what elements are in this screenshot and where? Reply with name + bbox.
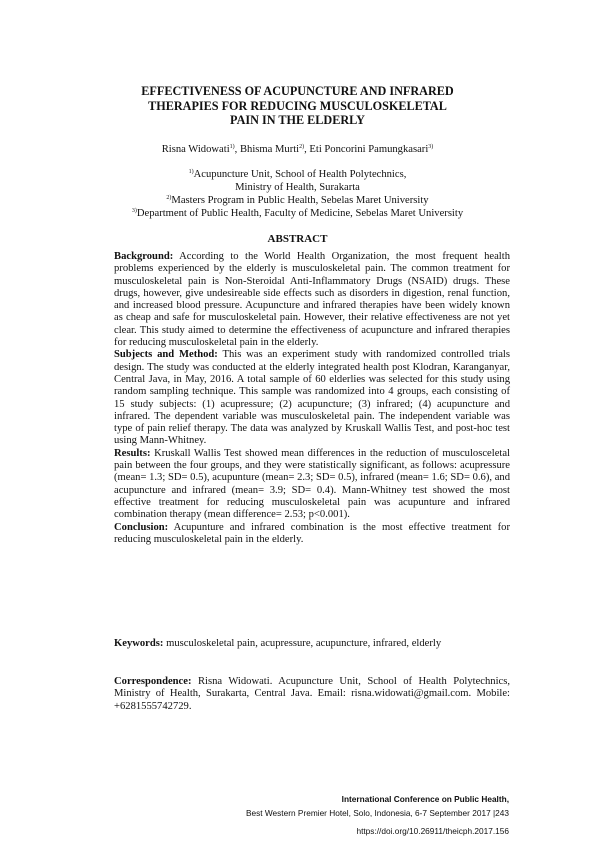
keywords-label: Keywords: <box>114 638 164 649</box>
footer-doi: https://doi.org/10.26911/theicph.2017.156 <box>356 826 509 836</box>
section-label: Conclusion: <box>114 521 169 533</box>
author-name: Eti Poncorini Pamungkasari <box>309 144 429 155</box>
correspondence-text: Risna Widowati. Acupuncture Unit, School of Health Polytechnics, Ministry of Health, Surakarta, Central Java. Email: risna.widowati@gmail.com. Mobile: +6281555742729. <box>114 676 510 712</box>
author-list <box>0 143 595 156</box>
section-text: According to the World Health Organization, the most frequent health problems experienced by the elderly is musculoskeletal pain. The common treatment for musculoskeletal pain is Non-Steroidal Anti-Inflammatory Drugs (NSAID) drugs. These drugs, however, give undesireable side effects such as disorders in digestion, renal function, and increased blood pressure. Acupuncture and infrared therapies have been widely known as cheap and safe for musculoskeletal pain. However, their relative effectiveness are not yet clear. This study aimed to determine the effectiveness of acupuncture and infrared therapies for reducing musculoskeletal pain in the elderly. <box>114 251 510 349</box>
affiliation-mark: 2) <box>166 195 172 201</box>
author-name: Risna Widowati <box>161 144 230 155</box>
affiliation-mark: 1) <box>188 169 194 175</box>
section-text: This was an experiment study with randomized controlled trials design. The study was conducted at the elderly integrated health post Klodran, Karanganyar, Central Java, in May, 2016. A total sample of 60 elderlies was selected for this study using random sampling technique. This sample was randomized into 4 groups, each consisting of 15 study subjects: (1) acupressure; (2) acupuncture; (3) infrared; (4) acupuncture and infrared. The dependent variable was musculoskeletal pain. The independent variable was type of pain relief therapy. The data was analyzed by Kruskall Wallis Test, and post-hoc test using Mann-Whitney. <box>114 349 510 447</box>
keywords <box>114 638 510 650</box>
section-label: Background: <box>114 251 174 262</box>
author-affiliation-mark: 1) <box>229 144 235 150</box>
abstract-body <box>114 251 510 546</box>
abstract-heading: ABSTRACT <box>267 233 328 245</box>
author-name: Bhisma Murti <box>239 144 300 155</box>
correspondence-label: Correspondence: <box>114 676 192 687</box>
affiliation-1-cont <box>0 181 595 194</box>
title-line: PAIN IN THE ELDERLY <box>230 113 365 128</box>
abstract-background <box>114 251 510 349</box>
title-line: THERAPIES FOR REDUCING MUSCULOSKELETAL <box>148 98 447 113</box>
paper-title <box>0 84 595 128</box>
correspondence <box>114 676 510 713</box>
affiliation-text: Ministry of Health, Surakarta <box>235 182 360 193</box>
affiliation-text: Acupuncture Unit, School of Health Polytechnics, <box>193 169 407 180</box>
title-line: EFFECTIVENESS OF ACUPUNCTURE AND INFRARED <box>141 84 454 98</box>
section-text: Kruskall Wallis Test showed mean differences in the reduction of musculosceletal pain between the four groups, and they were statistically significant, as follows: acupressure (mean= 1.3; SD= 0.5), acupunture (mean= 2.3; SD= 0.5), infrared (mean= 1.6; SD= 0.6), and acupuncture and infrared (mean= 3.9; SD= 0.4). Mann-Whitney test showed the most effective treatment for reducing musculoskeletal pain was acupunture and infrared combination therapy (mean difference= 2.53; p<0.001). <box>114 447 510 521</box>
abstract-results <box>114 448 510 522</box>
section-label: Subjects and Method: <box>114 349 218 361</box>
affiliation-text: Department of Public Health, Faculty of Medicine, Sebelas Maret University <box>136 208 464 219</box>
author-affiliation-mark: 3) <box>428 144 434 150</box>
abstract-conclusion <box>114 522 510 547</box>
section-label: Results: <box>114 447 151 459</box>
affiliation-text: Masters Program in Public Health, Sebelas Maret University <box>171 195 429 206</box>
affiliation-3 <box>0 207 595 220</box>
affiliation-2 <box>0 194 595 207</box>
author-separator: , <box>304 144 310 155</box>
affiliation-1 <box>0 168 595 181</box>
footer-venue: Best Western Premier Hotel, Solo, Indonesia, 6-7 September 2017 |243 <box>245 808 509 818</box>
author-affiliation-mark: 2) <box>299 144 305 150</box>
footer-conference: International Conference on Public Health, <box>341 794 509 804</box>
abstract-methods <box>114 349 510 447</box>
author-separator: , <box>234 144 240 155</box>
keywords-text: musculoskeletal pain, acupressure, acupuncture, infrared, elderly <box>163 638 442 649</box>
section-text: Acupunture and infrared combination is the most effective treatment for reducing musculoskeletal pain in the elderly. <box>114 521 510 545</box>
affiliations <box>0 168 595 220</box>
affiliation-mark: 3) <box>131 208 137 214</box>
